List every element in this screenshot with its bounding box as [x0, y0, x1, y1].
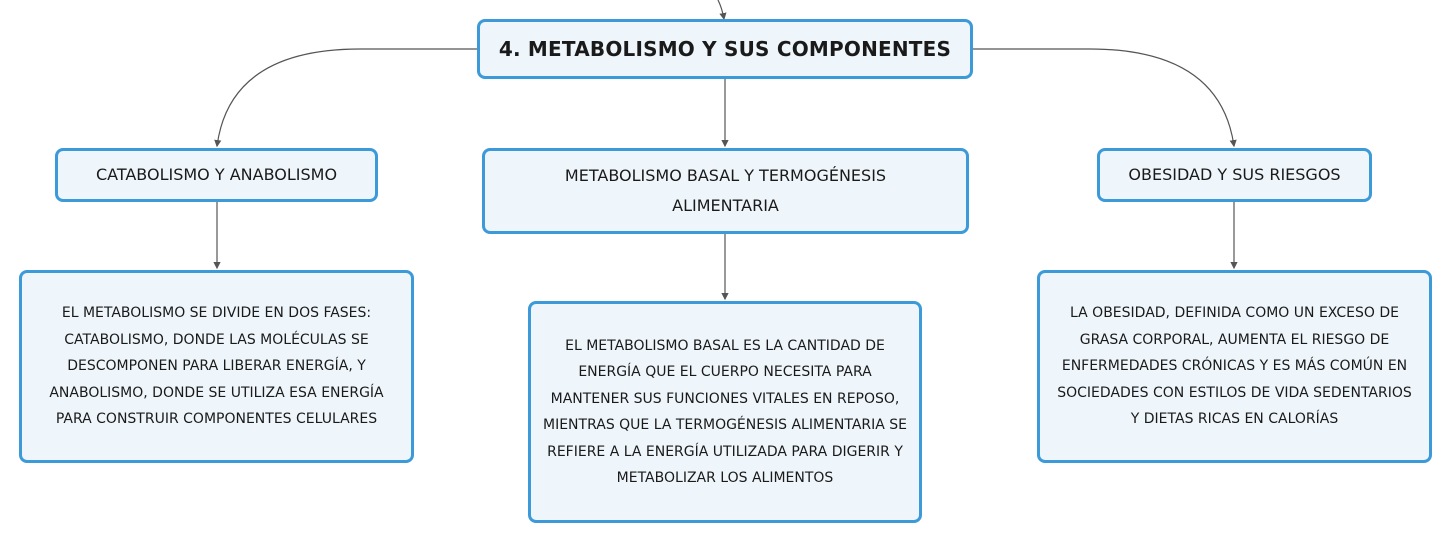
topic-catabolismo-anabolismo[interactable] — [55, 148, 378, 202]
detail-catabolismo-anabolismo[interactable] — [19, 270, 414, 463]
detail-metabolismo-basal[interactable] — [528, 301, 922, 523]
topic-metabolismo-basal[interactable] — [482, 148, 969, 234]
detail-text: LA OBESIDAD, DEFINIDA COMO UN EXCESO DE GRASA CORPORAL, AUMENTA EL RIESGO DE ENFERMEDADES CRÓNICAS Y ES MÁS COMÚN EN SOCIEDADES CON ESTILOS DE VIDA SEDENTARIOS Y DIETAS RICAS EN CALORÍAS — [1057, 305, 1412, 428]
connector-root-to-obesidad — [973, 49, 1234, 146]
root-topic-label: 4. METABOLISMO Y SUS COMPONENTES — [498, 37, 952, 61]
connector-parent-to-root — [718, 0, 724, 19]
root-topic[interactable] — [477, 19, 973, 79]
topic-label: OBESIDAD Y SUS RIESGOS — [1128, 165, 1341, 184]
detail-text: EL METABOLISMO BASAL ES LA CANTIDAD DE ENERGÍA QUE EL CUERPO NECESITA PARA MANTENER SUS FUNCIONES VITALES EN REPOSO, MIENTRAS QUE LA TERMOGÉNESIS ALIMENTARIA SE REFIERE A LA ENERGÍA UTILIZADA PARA DIGERIR Y METABOLIZAR LOS ALIMENTOS — [543, 337, 908, 486]
topic-label: METABOLISMO BASAL Y TERMOGÉNESIS ALIMENTARIA — [564, 166, 887, 215]
connector-root-to-catabolismo — [217, 49, 477, 146]
detail-obesidad-riesgos[interactable] — [1037, 270, 1432, 463]
detail-text: EL METABOLISMO SE DIVIDE EN DOS FASES: CATABOLISMO, DONDE LAS MOLÉCULAS SE DESCOMPONEN PARA LIBERAR ENERGÍA, Y ANABOLISMO, DONDE SE UTILIZA ESA ENERGÍA PARA CONSTRUIR COMPONENTES CELULARES — [49, 305, 384, 428]
topic-obesidad-riesgos[interactable] — [1097, 148, 1372, 202]
topic-label: CATABOLISMO Y ANABOLISMO — [95, 165, 338, 184]
